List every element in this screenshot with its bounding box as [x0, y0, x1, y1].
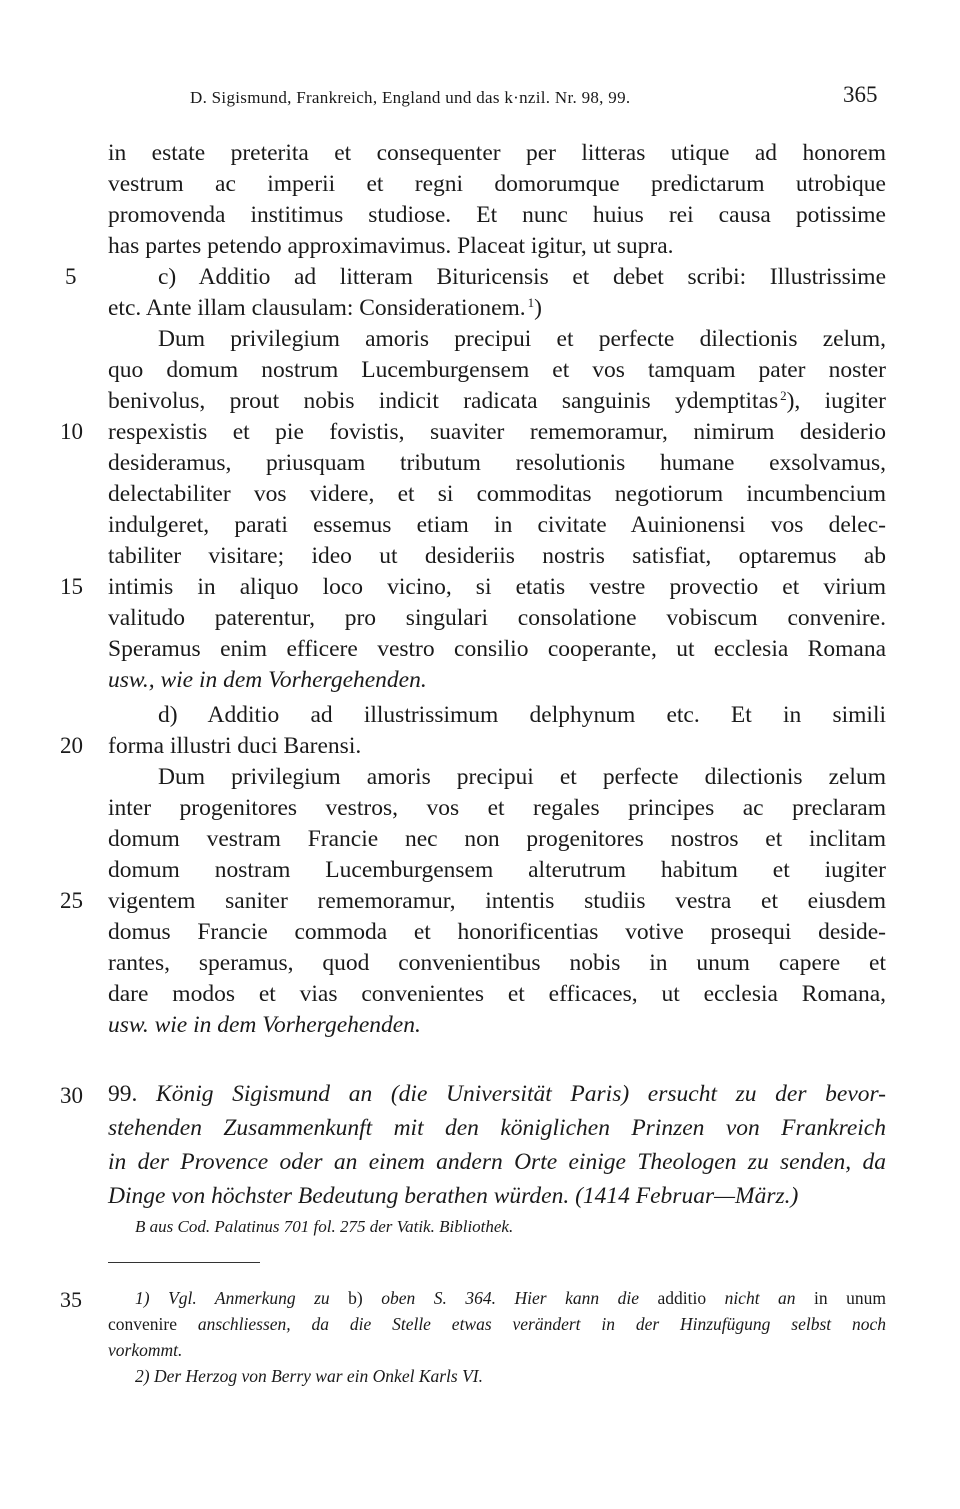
- text-line: domum nostram Lucemburgensem alterutrum habitum et iugiter: [108, 857, 886, 883]
- text-segment: benivolus, prout nobis indicit radicata sanguinis ydemptitas: [108, 388, 779, 414]
- line-number: 10: [60, 419, 83, 444]
- text-line: quo domum nostrum Lucemburgensem et vos tamquam pater noster: [108, 357, 886, 383]
- footnote-mark: 2): [135, 1366, 154, 1386]
- text-line: vigentem saniter rememoramur, intentis studiis vestra et eiusdem: [108, 888, 886, 914]
- text-segment: König Sigismund an (die Universität Paris) ersucht zu der bevor-: [156, 1081, 887, 1107]
- line-number: 35: [60, 1287, 82, 1312]
- footnote-divider: [108, 1262, 260, 1263]
- text-line: has partes petendo approximavimus. Placeat igitur, ut supra.: [108, 233, 674, 259]
- text-segment: nicht an: [724, 1288, 796, 1308]
- line-number: 15: [60, 574, 83, 599]
- text-segment: etc. Ante illam clausulam: Considerationem.: [108, 295, 526, 321]
- text-segment: b): [329, 1288, 382, 1308]
- text-line: rantes, speramus, quod convenientibus nobis in unum capere et: [108, 950, 886, 976]
- text-segment: ): [534, 295, 542, 321]
- text-line: domus Francie commoda et honorificentias votive prosequi deside-: [108, 919, 886, 945]
- text-line: Speramus enim efficere vestro consilio cooperante, ut ecclesia Romana: [108, 636, 886, 662]
- text-line: tabiliter visitare; ideo ut desideriis nostris satisfiat, optaremus ab: [108, 543, 886, 569]
- text-line: usw. wie in dem Vorhergehenden.: [108, 1012, 421, 1038]
- footnote-ref: 2: [780, 388, 787, 403]
- text-segment: Der Herzog von Berry war ein Onkel Karls VI.: [153, 1366, 484, 1386]
- footnote-mark: 1): [135, 1288, 169, 1308]
- text-line: forma illustri duci Barensi.: [108, 733, 362, 759]
- footnote-line: [135, 1285, 886, 1311]
- text-segment: additio: [638, 1288, 725, 1308]
- text-line: Dum privilegium amoris precipui et perfecte dilectionis zelum,: [158, 326, 886, 352]
- text-line: delectabiliter vos videre, et si commoditas negotiorum incumbencium: [108, 481, 886, 507]
- text-segment: in unum: [795, 1288, 887, 1308]
- text-line: valitudo paterentur, pro singulari consolatione vobiscum convenire.: [108, 605, 886, 631]
- line-number: 30: [60, 1083, 83, 1108]
- entry-number: 99.: [108, 1081, 138, 1107]
- text-line: indulgeret, parati essemus etiam in civitate Auinionensi vos delec-: [108, 512, 886, 538]
- entry-heading-line: in der Provence oder an einem andern Orte einige Theologen zu senden, da: [108, 1149, 886, 1175]
- text-line: [108, 293, 886, 323]
- text-line: d) Additio ad illustrissimum delphynum etc. Et in simili: [158, 702, 886, 728]
- text-line: usw., wie in dem Vorhergehenden.: [108, 667, 427, 693]
- entry-heading-line: stehenden Zusammenkunft mit den königlichen Prinzen von Frankreich: [108, 1115, 886, 1141]
- text-line: Dum privilegium amoris precipui et perfecte dilectionis zelum: [158, 764, 886, 790]
- line-number: 25: [60, 888, 83, 913]
- text-line: inter progenitores vestros, vos et regales principes ac preclaram: [108, 795, 886, 821]
- text-line: respexistis et pie fovistis, suaviter rememoramur, nimirum desiderio: [108, 419, 886, 445]
- entry-heading-line: Dinge von höchster Bedeutung berathen würden. (1414 Februar—März.): [108, 1183, 799, 1209]
- text-line: intimis in aliquo loco vicino, si etatis vestre provectio et virium: [108, 574, 886, 600]
- footnote-line: [135, 1363, 886, 1389]
- footnote-line: vorkommt.: [108, 1340, 183, 1360]
- footnote-ref: 1: [527, 295, 535, 310]
- text-segment: anschliessen, da die Stelle etwas verändert in der Hinzufügung selbst noch: [197, 1314, 886, 1334]
- text-line: [108, 386, 886, 416]
- text-segment: oben S. 364. Hier kann die: [381, 1288, 639, 1308]
- text-line: vestrum ac imperii et regni domorumque predictarum utrobique: [108, 171, 886, 197]
- line-number: 20: [60, 733, 83, 758]
- page-number: 365: [843, 82, 878, 107]
- text-segment: Vgl. Anmerkung zu: [168, 1288, 330, 1308]
- running-header: D. Sigismund, Frankreich, England und das k·nzil. Nr. 98, 99.: [190, 88, 631, 107]
- text-line: domum vestram Francie nec non progenitores nostros et inclitam: [108, 826, 886, 852]
- text-segment: convenire: [108, 1314, 198, 1334]
- footnote-line: [108, 1311, 886, 1337]
- text-segment: ), iugiter: [786, 388, 886, 414]
- source-citation: B aus Cod. Palatinus 701 fol. 275 der Vatik. Bibliothek.: [135, 1217, 514, 1236]
- text-line: c) Additio ad litteram Bituricensis et debet scribi: Illustrissime: [158, 264, 886, 290]
- text-line: desideramus, priusquam tributum resolutionis humane exsolvamus,: [108, 450, 886, 476]
- text-line: dare modos et vias convenientes et efficaces, ut ecclesia Romana,: [108, 981, 886, 1007]
- text-line: promovenda institimus studiose. Et nunc huius rei causa potissime: [108, 202, 886, 228]
- line-number: 5: [65, 264, 77, 289]
- entry-heading-line: [108, 1078, 886, 1110]
- text-line: in estate preterita et consequenter per litteras utique ad honorem: [108, 140, 886, 166]
